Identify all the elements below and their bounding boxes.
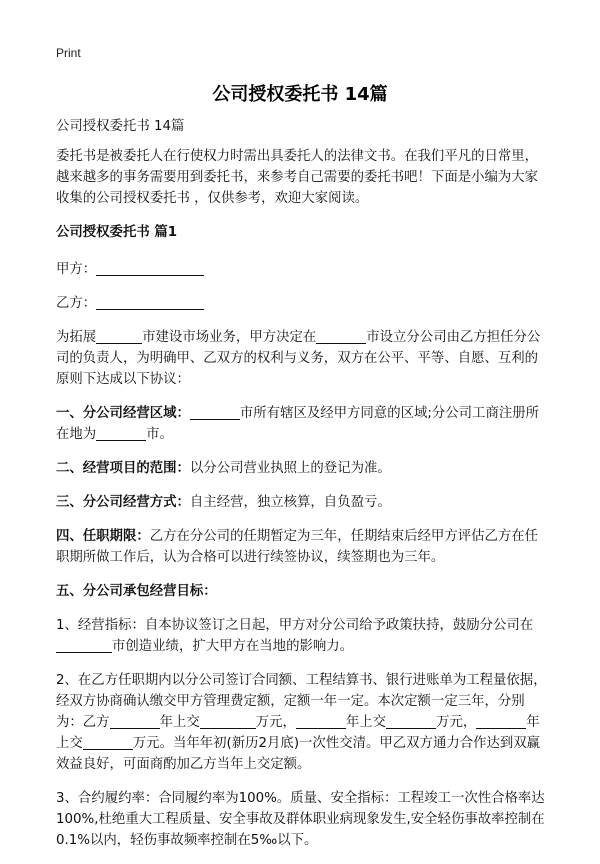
- clause-1-label: 一、分公司经营区域：: [56, 406, 190, 421]
- section-heading: 公司授权委托书 篇1: [56, 225, 178, 240]
- item-2-text-d: 年上交: [345, 715, 387, 730]
- party-b-blank: [96, 295, 204, 310]
- clause-3-label: 三、分公司经营方式：: [56, 495, 190, 510]
- item-2-text-c: 万元，: [255, 715, 296, 730]
- document-body: [56, 116, 548, 864]
- item-2-text-g: 万元。当年年初(新历2月底)一次性交清。甲乙双方通力合作达到双赢效益良好，可面商酌加乙方当年上交定额。: [56, 736, 541, 772]
- item-2-text-e: 万元，: [436, 715, 477, 730]
- city-blank-2: [316, 329, 366, 344]
- item-1-blank: [56, 638, 112, 653]
- item-2-text-b: 年上交: [159, 715, 200, 730]
- item-1-text-a: 1、经营指标：自本协议签订之日起，甲方对分公司给予政策扶持，鼓励分公司在: [56, 618, 534, 633]
- party-b-label: 乙方：: [56, 296, 97, 311]
- item-1-text-b: 市创造业绩，扩大甲方在当地的影响力。: [112, 639, 354, 654]
- city-blank: [96, 329, 142, 344]
- item-2-text-a: 2、在乙方任职期内以分公司签订合同额、工程结算书、银行进账单为工程量依据，经双方协商确认缴交甲方管理费定额，定额一年一定。本次定额一定三年，分别为：乙方: [56, 673, 547, 730]
- item-2-blank-2: [200, 714, 256, 729]
- item-2-blank-6: [83, 735, 133, 750]
- clause-3-text: 自主经营，独立核算，自负盈亏。: [189, 495, 391, 510]
- main-paragraph: [56, 327, 548, 390]
- item-2: [56, 670, 548, 775]
- clause-4-text: 乙方在分公司的任期暂定为三年，任期结束后经甲方评估乙方在任职期所做工作后，认为合格可以进行续签协议，续签期也为三年。: [56, 529, 539, 565]
- main-paragraph-text-b: 市建设市场业务，甲方决定在: [142, 330, 317, 345]
- party-b-line: [56, 293, 548, 314]
- clause-5-heading: 五、分公司承包经营目标：: [56, 584, 217, 599]
- clause-1: [56, 403, 548, 445]
- subtitle: 公司授权委托书 14篇: [56, 119, 185, 134]
- clause-1-blank-2: [96, 426, 146, 441]
- page-title: 公司授权委托书 14篇: [212, 84, 388, 105]
- item-2-blank-4: [386, 714, 436, 729]
- item-2-blank-3: [296, 714, 346, 729]
- clause-4: [56, 526, 548, 568]
- print-link[interactable]: Print: [56, 46, 81, 60]
- main-paragraph-text-c: 市设立分公司由乙方担任分公司的负责人，为明确甲、乙双方的权利与义务，双方在公平、平等、自愿、互利的原则下达成以下协议：: [56, 330, 541, 387]
- clause-2-text: 以分公司营业执照上的登记为准。: [189, 461, 391, 476]
- item-3: 3、合约履约率：合同履约率为100%。质量、安全指标：工程竣工一次性合格率达100%,杜绝重大工程质量、安全事故及群体职业病现象发生,安全轻伤事故率控制在0.1%以内，轻伤事故频率控制在5‰以下。: [56, 791, 545, 848]
- clause-4-label: 四、任职期限：: [56, 529, 150, 544]
- clause-2: [56, 458, 548, 479]
- clause-1-blank: [190, 405, 240, 420]
- intro-paragraph: 委托书是被委托人在行使权力时需出具委托人的法律文书。在我们平凡的日常里，越来越多的事务需要用到委托书，来参考自己需要的委托书吧！下面是小编为大家收集的公司授权委托书 ，仅供参考，欢迎大家阅读。: [56, 149, 539, 206]
- item-2-text-f: 年上交: [56, 715, 540, 751]
- party-a-label: 甲方：: [56, 262, 97, 277]
- clause-1-text-a: 市所有辖区及经甲方同意的区域;分公司工商注册所在地为: [56, 406, 540, 442]
- main-paragraph-text-a: 为拓展: [56, 330, 97, 345]
- party-a-blank: [96, 261, 204, 276]
- item-2-blank-5: [476, 714, 526, 729]
- item-2-blank-1: [110, 714, 160, 729]
- clause-3: [56, 492, 548, 513]
- clause-1-text-b: 市。: [146, 427, 173, 442]
- item-1: [56, 615, 548, 657]
- clause-2-label: 二、经营项目的范围：: [56, 461, 190, 476]
- party-a-line: [56, 259, 548, 280]
